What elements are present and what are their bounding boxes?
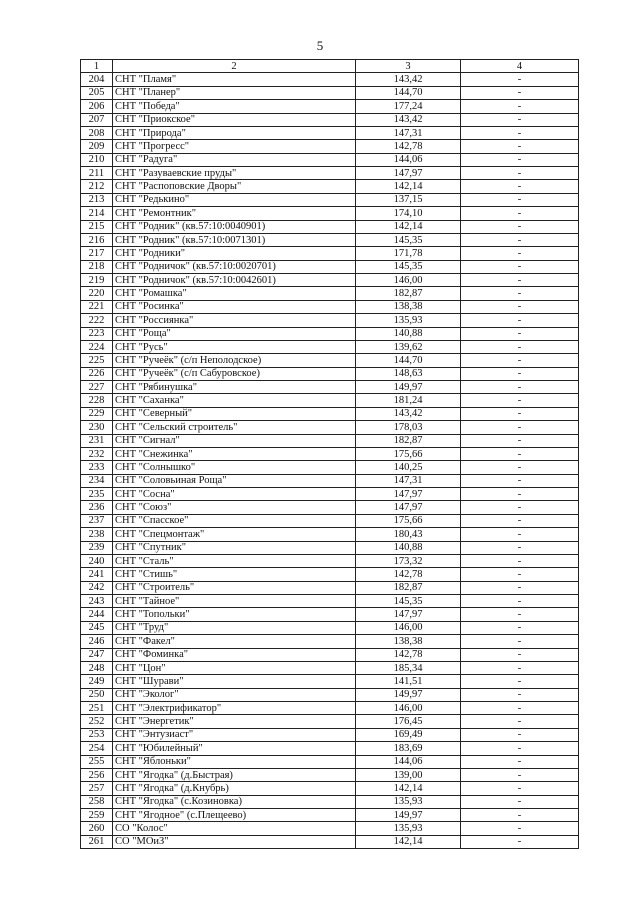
table-row bbox=[81, 314, 579, 327]
organization-name: СНТ "Шурави" bbox=[113, 675, 356, 688]
value-cell: 147,97 bbox=[356, 608, 461, 621]
value-cell: 176,45 bbox=[356, 715, 461, 728]
row-number: 214 bbox=[81, 207, 113, 220]
organization-name: СНТ "Победа" bbox=[113, 100, 356, 113]
organization-name: СНТ "Цон" bbox=[113, 661, 356, 674]
value-cell: 175,66 bbox=[356, 514, 461, 527]
value-cell: 169,49 bbox=[356, 728, 461, 741]
table-row bbox=[81, 782, 579, 795]
table-row bbox=[81, 287, 579, 300]
page-number: 5 bbox=[316, 38, 324, 53]
column-4-cell: - bbox=[461, 113, 579, 126]
table-row bbox=[81, 822, 579, 835]
table-row bbox=[81, 474, 579, 487]
value-cell: 135,93 bbox=[356, 314, 461, 327]
row-number: 233 bbox=[81, 461, 113, 474]
table-row bbox=[81, 381, 579, 394]
column-4-cell: - bbox=[461, 782, 579, 795]
row-number: 256 bbox=[81, 768, 113, 781]
row-number: 241 bbox=[81, 568, 113, 581]
value-cell: 173,32 bbox=[356, 554, 461, 567]
value-cell: 142,78 bbox=[356, 140, 461, 153]
value-cell: 137,15 bbox=[356, 193, 461, 206]
column-4-cell: - bbox=[461, 394, 579, 407]
column-header-3: 3 bbox=[356, 60, 461, 73]
organization-name: СНТ "Яблоньки" bbox=[113, 755, 356, 768]
row-number: 226 bbox=[81, 367, 113, 380]
row-number: 251 bbox=[81, 702, 113, 715]
column-4-cell: - bbox=[461, 702, 579, 715]
organization-name: СНТ "Родники" bbox=[113, 247, 356, 260]
organization-name: СНТ "Факел" bbox=[113, 635, 356, 648]
value-cell: 182,87 bbox=[356, 581, 461, 594]
column-4-cell: - bbox=[461, 260, 579, 273]
table-row bbox=[81, 73, 579, 86]
value-cell: 178,03 bbox=[356, 421, 461, 434]
organization-name: СНТ "Пламя" bbox=[113, 73, 356, 86]
table-row bbox=[81, 407, 579, 420]
table-body bbox=[81, 73, 579, 849]
organization-name: СНТ "Саханка" bbox=[113, 394, 356, 407]
column-4-cell: - bbox=[461, 661, 579, 674]
value-cell: 139,62 bbox=[356, 340, 461, 353]
row-number: 222 bbox=[81, 314, 113, 327]
organization-name: СНТ "Юбилейный" bbox=[113, 742, 356, 755]
organization-name: СНТ "Энергетик" bbox=[113, 715, 356, 728]
value-cell: 148,63 bbox=[356, 367, 461, 380]
value-cell: 142,14 bbox=[356, 220, 461, 233]
column-4-cell: - bbox=[461, 193, 579, 206]
organization-name: СНТ "Сигнал" bbox=[113, 434, 356, 447]
table-row bbox=[81, 768, 579, 781]
table-row bbox=[81, 220, 579, 233]
row-number: 261 bbox=[81, 835, 113, 848]
value-cell: 149,97 bbox=[356, 381, 461, 394]
table-row bbox=[81, 340, 579, 353]
table-row bbox=[81, 327, 579, 340]
value-cell: 146,00 bbox=[356, 274, 461, 287]
row-number: 244 bbox=[81, 608, 113, 621]
column-4-cell: - bbox=[461, 340, 579, 353]
organization-name: СНТ "Русь" bbox=[113, 340, 356, 353]
table-row bbox=[81, 354, 579, 367]
column-4-cell: - bbox=[461, 688, 579, 701]
organization-name: СНТ "Фоминка" bbox=[113, 648, 356, 661]
organization-name: СНТ "Ручеёк" (с/п Сабуровское) bbox=[113, 367, 356, 380]
table-row bbox=[81, 488, 579, 501]
table-row bbox=[81, 247, 579, 260]
table-row bbox=[81, 835, 579, 848]
row-number: 248 bbox=[81, 661, 113, 674]
row-number: 246 bbox=[81, 635, 113, 648]
organization-name: СНТ "Ягодное" (с.Плещеево) bbox=[113, 809, 356, 822]
column-4-cell: - bbox=[461, 233, 579, 246]
column-4-cell: - bbox=[461, 608, 579, 621]
column-4-cell: - bbox=[461, 822, 579, 835]
value-cell: 182,87 bbox=[356, 287, 461, 300]
value-cell: 139,00 bbox=[356, 768, 461, 781]
value-cell: 143,42 bbox=[356, 407, 461, 420]
value-cell: 175,66 bbox=[356, 447, 461, 460]
row-number: 219 bbox=[81, 274, 113, 287]
organization-name: СНТ "Радуга" bbox=[113, 153, 356, 166]
value-cell: 135,93 bbox=[356, 795, 461, 808]
table-row bbox=[81, 661, 579, 674]
column-4-cell: - bbox=[461, 327, 579, 340]
column-4-cell: - bbox=[461, 434, 579, 447]
row-number: 229 bbox=[81, 407, 113, 420]
column-4-cell: - bbox=[461, 514, 579, 527]
row-number: 217 bbox=[81, 247, 113, 260]
value-cell: 140,25 bbox=[356, 461, 461, 474]
row-number: 252 bbox=[81, 715, 113, 728]
column-4-cell: - bbox=[461, 675, 579, 688]
value-cell: 149,97 bbox=[356, 809, 461, 822]
column-4-cell: - bbox=[461, 768, 579, 781]
column-4-cell: - bbox=[461, 421, 579, 434]
row-number: 249 bbox=[81, 675, 113, 688]
row-number: 236 bbox=[81, 501, 113, 514]
table-row bbox=[81, 675, 579, 688]
value-cell: 142,78 bbox=[356, 648, 461, 661]
organization-name: СНТ "Планер" bbox=[113, 86, 356, 99]
table-row bbox=[81, 421, 579, 434]
value-cell: 143,42 bbox=[356, 73, 461, 86]
column-4-cell: - bbox=[461, 153, 579, 166]
row-number: 218 bbox=[81, 260, 113, 273]
value-cell: 144,70 bbox=[356, 86, 461, 99]
table-row bbox=[81, 274, 579, 287]
organization-name: СНТ "Родничок" (кв.57:10:0042601) bbox=[113, 274, 356, 287]
value-cell: 146,00 bbox=[356, 621, 461, 634]
table-row bbox=[81, 541, 579, 554]
column-4-cell: - bbox=[461, 167, 579, 180]
column-4-cell: - bbox=[461, 795, 579, 808]
organization-name: СНТ "Ручеёк" (с/п Неполодское) bbox=[113, 354, 356, 367]
column-4-cell: - bbox=[461, 474, 579, 487]
value-cell: 185,34 bbox=[356, 661, 461, 674]
row-number: 210 bbox=[81, 153, 113, 166]
column-4-cell: - bbox=[461, 595, 579, 608]
row-number: 254 bbox=[81, 742, 113, 755]
column-4-cell: - bbox=[461, 247, 579, 260]
row-number: 220 bbox=[81, 287, 113, 300]
organization-name: СНТ "Эколог" bbox=[113, 688, 356, 701]
row-number: 260 bbox=[81, 822, 113, 835]
table-row bbox=[81, 688, 579, 701]
row-number: 204 bbox=[81, 73, 113, 86]
value-cell: 180,43 bbox=[356, 528, 461, 541]
row-number: 216 bbox=[81, 233, 113, 246]
column-4-cell: - bbox=[461, 755, 579, 768]
row-number: 242 bbox=[81, 581, 113, 594]
value-cell: 142,14 bbox=[356, 180, 461, 193]
table-row bbox=[81, 100, 579, 113]
row-number: 212 bbox=[81, 180, 113, 193]
row-number: 240 bbox=[81, 554, 113, 567]
row-number: 211 bbox=[81, 167, 113, 180]
organization-name: СНТ "Редькино" bbox=[113, 193, 356, 206]
value-cell: 144,06 bbox=[356, 153, 461, 166]
organization-name: СНТ "Ягодка" (д.Быстрая) bbox=[113, 768, 356, 781]
column-4-cell: - bbox=[461, 648, 579, 661]
row-number: 234 bbox=[81, 474, 113, 487]
value-cell: 147,97 bbox=[356, 488, 461, 501]
row-number: 231 bbox=[81, 434, 113, 447]
column-4-cell: - bbox=[461, 100, 579, 113]
column-4-cell: - bbox=[461, 715, 579, 728]
row-number: 224 bbox=[81, 340, 113, 353]
column-4-cell: - bbox=[461, 461, 579, 474]
value-cell: 141,51 bbox=[356, 675, 461, 688]
value-cell: 140,88 bbox=[356, 541, 461, 554]
value-cell: 145,35 bbox=[356, 233, 461, 246]
row-number: 223 bbox=[81, 327, 113, 340]
row-number: 243 bbox=[81, 595, 113, 608]
organization-name: СНТ "Спецмонтаж" bbox=[113, 528, 356, 541]
organization-name: СНТ "Труд" bbox=[113, 621, 356, 634]
table-row bbox=[81, 300, 579, 313]
table-row bbox=[81, 648, 579, 661]
table-row bbox=[81, 621, 579, 634]
row-number: 235 bbox=[81, 488, 113, 501]
table-row bbox=[81, 233, 579, 246]
row-number: 239 bbox=[81, 541, 113, 554]
column-4-cell: - bbox=[461, 367, 579, 380]
column-4-cell: - bbox=[461, 809, 579, 822]
column-4-cell: - bbox=[461, 287, 579, 300]
row-number: 215 bbox=[81, 220, 113, 233]
organization-name: СНТ "Приокское" bbox=[113, 113, 356, 126]
value-cell: 143,42 bbox=[356, 113, 461, 126]
column-header-1: 1 bbox=[81, 60, 113, 73]
table-row bbox=[81, 809, 579, 822]
row-number: 255 bbox=[81, 755, 113, 768]
organization-name: СНТ "Ремонтник" bbox=[113, 207, 356, 220]
value-cell: 144,06 bbox=[356, 755, 461, 768]
organization-name: СНТ "Солнышко" bbox=[113, 461, 356, 474]
value-cell: 183,69 bbox=[356, 742, 461, 755]
row-number: 207 bbox=[81, 113, 113, 126]
organization-name: СНТ "Спутник" bbox=[113, 541, 356, 554]
table-row bbox=[81, 140, 579, 153]
organization-name: СНТ "Союз" bbox=[113, 501, 356, 514]
value-cell: 138,38 bbox=[356, 635, 461, 648]
column-4-cell: - bbox=[461, 300, 579, 313]
organization-name: СНТ "Строитель" bbox=[113, 581, 356, 594]
organization-name: СНТ "Росинка" bbox=[113, 300, 356, 313]
organization-name: СНТ "Родничок" (кв.57:10:0020701) bbox=[113, 260, 356, 273]
organization-name: СО "Колос" bbox=[113, 822, 356, 835]
column-4-cell: - bbox=[461, 728, 579, 741]
table-row bbox=[81, 434, 579, 447]
table-row bbox=[81, 728, 579, 741]
row-number: 225 bbox=[81, 354, 113, 367]
table-row bbox=[81, 581, 579, 594]
table-header bbox=[81, 60, 579, 73]
column-header-4: 4 bbox=[461, 60, 579, 73]
column-4-cell: - bbox=[461, 354, 579, 367]
column-4-cell: - bbox=[461, 140, 579, 153]
value-cell: 147,31 bbox=[356, 126, 461, 139]
column-4-cell: - bbox=[461, 554, 579, 567]
organization-name: СО "МОиЗ" bbox=[113, 835, 356, 848]
row-number: 228 bbox=[81, 394, 113, 407]
organization-name: СНТ "Спасское" bbox=[113, 514, 356, 527]
table-row bbox=[81, 394, 579, 407]
table-row bbox=[81, 180, 579, 193]
column-4-cell: - bbox=[461, 742, 579, 755]
table-row bbox=[81, 635, 579, 648]
table-row bbox=[81, 608, 579, 621]
column-4-cell: - bbox=[461, 126, 579, 139]
row-number: 205 bbox=[81, 86, 113, 99]
row-number: 237 bbox=[81, 514, 113, 527]
row-number: 209 bbox=[81, 140, 113, 153]
value-cell: 147,97 bbox=[356, 167, 461, 180]
organization-name: СНТ "Соловьиная Роща" bbox=[113, 474, 356, 487]
column-4-cell: - bbox=[461, 581, 579, 594]
row-number: 250 bbox=[81, 688, 113, 701]
table-row bbox=[81, 514, 579, 527]
value-cell: 146,00 bbox=[356, 702, 461, 715]
row-number: 259 bbox=[81, 809, 113, 822]
table-row bbox=[81, 501, 579, 514]
organization-name: СНТ "Сталь" bbox=[113, 554, 356, 567]
column-4-cell: - bbox=[461, 635, 579, 648]
row-number: 253 bbox=[81, 728, 113, 741]
organization-name: СНТ "Ягодка" (с.Козиновка) bbox=[113, 795, 356, 808]
table-row bbox=[81, 367, 579, 380]
row-number: 232 bbox=[81, 447, 113, 460]
row-number: 230 bbox=[81, 421, 113, 434]
row-number: 206 bbox=[81, 100, 113, 113]
column-4-cell: - bbox=[461, 488, 579, 501]
row-number: 247 bbox=[81, 648, 113, 661]
value-cell: 177,24 bbox=[356, 100, 461, 113]
column-4-cell: - bbox=[461, 621, 579, 634]
organization-name: СНТ "Энтузиаст" bbox=[113, 728, 356, 741]
organization-name: СНТ "Разуваевские пруды" bbox=[113, 167, 356, 180]
table-row bbox=[81, 554, 579, 567]
column-4-cell: - bbox=[461, 314, 579, 327]
organization-name: СНТ "Северный" bbox=[113, 407, 356, 420]
column-header-2: 2 bbox=[113, 60, 356, 73]
column-4-cell: - bbox=[461, 274, 579, 287]
value-cell: 144,70 bbox=[356, 354, 461, 367]
organization-name: СНТ "Ромашка" bbox=[113, 287, 356, 300]
value-cell: 182,87 bbox=[356, 434, 461, 447]
column-4-cell: - bbox=[461, 180, 579, 193]
table-row bbox=[81, 742, 579, 755]
row-number: 257 bbox=[81, 782, 113, 795]
value-cell: 174,10 bbox=[356, 207, 461, 220]
column-4-cell: - bbox=[461, 207, 579, 220]
table-row bbox=[81, 126, 579, 139]
value-cell: 147,31 bbox=[356, 474, 461, 487]
organization-name: СНТ "Стишь" bbox=[113, 568, 356, 581]
column-4-cell: - bbox=[461, 501, 579, 514]
organization-name: СНТ "Электрификатор" bbox=[113, 702, 356, 715]
organization-name: СНТ "Родник" (кв.57:10:0071301) bbox=[113, 233, 356, 246]
row-number: 208 bbox=[81, 126, 113, 139]
table-row bbox=[81, 715, 579, 728]
value-cell: 145,35 bbox=[356, 260, 461, 273]
organization-name: СНТ "Снежинка" bbox=[113, 447, 356, 460]
value-cell: 142,14 bbox=[356, 835, 461, 848]
table-row bbox=[81, 595, 579, 608]
table-row bbox=[81, 447, 579, 460]
value-cell: 138,38 bbox=[356, 300, 461, 313]
value-cell: 181,24 bbox=[356, 394, 461, 407]
column-4-cell: - bbox=[461, 407, 579, 420]
table-row bbox=[81, 153, 579, 166]
table-row bbox=[81, 528, 579, 541]
row-number: 238 bbox=[81, 528, 113, 541]
value-cell: 145,35 bbox=[356, 595, 461, 608]
table-row bbox=[81, 755, 579, 768]
table-row bbox=[81, 461, 579, 474]
column-4-cell: - bbox=[461, 835, 579, 848]
column-4-cell: - bbox=[461, 447, 579, 460]
value-cell: 142,78 bbox=[356, 568, 461, 581]
table-row bbox=[81, 167, 579, 180]
value-cell: 142,14 bbox=[356, 782, 461, 795]
organization-name: СНТ "Топольки" bbox=[113, 608, 356, 621]
column-4-cell: - bbox=[461, 381, 579, 394]
value-cell: 140,88 bbox=[356, 327, 461, 340]
organization-name: СНТ "Ягодка" (д.Кнубрь) bbox=[113, 782, 356, 795]
organization-name: СНТ "Сосна" bbox=[113, 488, 356, 501]
table-row bbox=[81, 795, 579, 808]
table-row bbox=[81, 207, 579, 220]
column-4-cell: - bbox=[461, 86, 579, 99]
data-table bbox=[80, 59, 579, 849]
table-row bbox=[81, 568, 579, 581]
organization-name: СНТ "Природа" bbox=[113, 126, 356, 139]
row-number: 221 bbox=[81, 300, 113, 313]
organization-name: СНТ "Тайное" bbox=[113, 595, 356, 608]
value-cell: 147,97 bbox=[356, 501, 461, 514]
organization-name: СНТ "Распоповские Дворы" bbox=[113, 180, 356, 193]
row-number: 227 bbox=[81, 381, 113, 394]
table-row bbox=[81, 702, 579, 715]
row-number: 258 bbox=[81, 795, 113, 808]
row-number: 213 bbox=[81, 193, 113, 206]
organization-name: СНТ "Сельский строитель" bbox=[113, 421, 356, 434]
column-4-cell: - bbox=[461, 528, 579, 541]
table-row bbox=[81, 113, 579, 126]
row-number: 245 bbox=[81, 621, 113, 634]
organization-name: СНТ "Роща" bbox=[113, 327, 356, 340]
table-row bbox=[81, 260, 579, 273]
value-cell: 171,78 bbox=[356, 247, 461, 260]
value-cell: 135,93 bbox=[356, 822, 461, 835]
column-4-cell: - bbox=[461, 220, 579, 233]
organization-name: СНТ "Родник" (кв.57:10:0040901) bbox=[113, 220, 356, 233]
column-4-cell: - bbox=[461, 568, 579, 581]
organization-name: СНТ "Прогресс" bbox=[113, 140, 356, 153]
organization-name: СНТ "Россиянка" bbox=[113, 314, 356, 327]
column-4-cell: - bbox=[461, 541, 579, 554]
value-cell: 149,97 bbox=[356, 688, 461, 701]
column-4-cell: - bbox=[461, 73, 579, 86]
table-row bbox=[81, 193, 579, 206]
header-row bbox=[81, 60, 579, 73]
table-row bbox=[81, 86, 579, 99]
organization-name: СНТ "Рябинушка" bbox=[113, 381, 356, 394]
